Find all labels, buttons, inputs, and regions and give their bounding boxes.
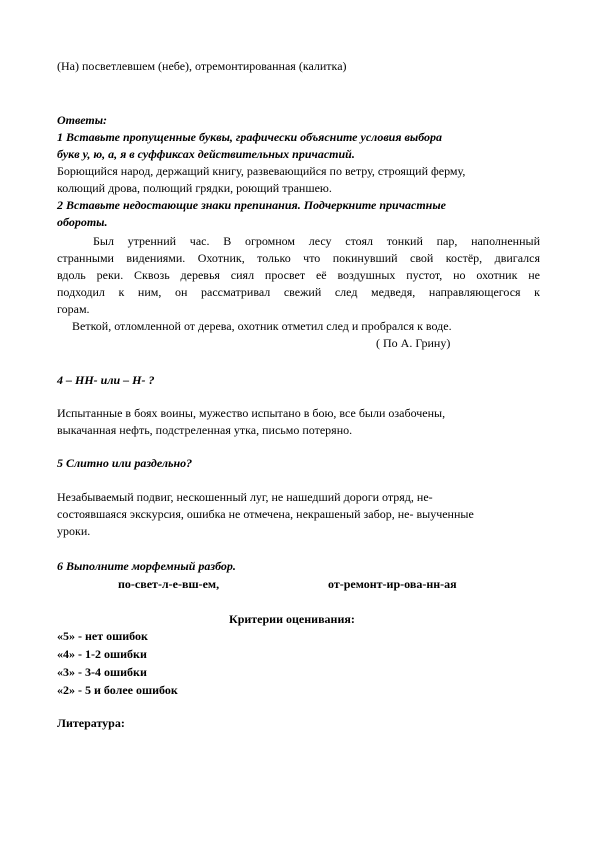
task2-text-line5: горам. xyxy=(57,302,90,316)
task1-text-line1: Борющийся народ, держащий книгу, развевающийся по ветру, строящий ферму, xyxy=(57,164,466,178)
task4-line1: Испытанные в боях воины, мужество испытано в бою, все были озабочены, xyxy=(57,406,446,420)
criteria-item: «3» - 3-4 ошибки xyxy=(57,665,147,679)
criteria-item: «2» - 5 и более ошибок xyxy=(57,683,178,697)
literature-heading: Литература: xyxy=(57,716,125,730)
task2-source: ( По А. Грину) xyxy=(376,336,451,350)
task2-text-line3: вдоль реки. Сквозь деревья сиял просвет её воздушных пустот, но охотник не xyxy=(57,268,540,282)
task2-text-last: Веткой, отломленной от дерева, охотник отметил след и пробрался к воде. xyxy=(72,319,452,333)
task5-line3: уроки. xyxy=(57,524,91,538)
task1-title-line2: букв у, ю, а, я в суффиксах действительных причастий. xyxy=(57,147,355,161)
task2-text-line4: подходил к ним, он рассматривал свежий след медведя, направляющегося к xyxy=(57,285,540,299)
task2-title-line2: обороты. xyxy=(57,215,108,229)
task4-line2: выкачанная нефть, подстреленная утка, письмо потеряно. xyxy=(57,423,353,437)
task2-text-line1: Был утренний час. В огромном лесу стоял тонкий пар, наполненный xyxy=(93,234,540,248)
criteria-item: «5» - нет ошибок xyxy=(57,629,148,643)
task1-title-line1: 1 Вставьте пропущенные буквы, графически объясните условия выбора xyxy=(57,130,443,144)
task6-word1: по-свет-л-е-вш-ем, xyxy=(118,577,220,591)
top-line: (На) посветлевшем (небе), отремонтированная (калитка) xyxy=(57,59,347,73)
task5-line2: состоявшаяся экскурсия, ошибка не отмечена, некрашеный забор, не- выученные xyxy=(57,507,474,521)
task2-text-line2: странными видениями. Охотник, только что покинувший свой костёр, двигался xyxy=(57,251,540,265)
criteria-title: Критерии оценивания: xyxy=(229,612,355,626)
answers-heading: Ответы: xyxy=(57,113,108,127)
task6-title: 6 Выполните морфемный разбор. xyxy=(57,559,236,573)
task2-title-line1: 2 Вставьте недостающие знаки препинания. Подчеркните причастные xyxy=(57,198,446,212)
task6-word2: от-ремонт-ир-ова-нн-ая xyxy=(328,577,457,591)
task5-title: 5 Слитно или раздельно? xyxy=(57,456,193,470)
task1-text-line2: колющий дрова, полющий грядки, роющий траншею. xyxy=(57,181,332,195)
criteria-item: «4» - 1-2 ошибки xyxy=(57,647,147,661)
task5-line1: Незабываемый подвиг, нескошенный луг, не нашедший дороги отряд, не- xyxy=(57,490,433,504)
task4-title: 4 – НН- или – Н- ? xyxy=(57,373,155,387)
